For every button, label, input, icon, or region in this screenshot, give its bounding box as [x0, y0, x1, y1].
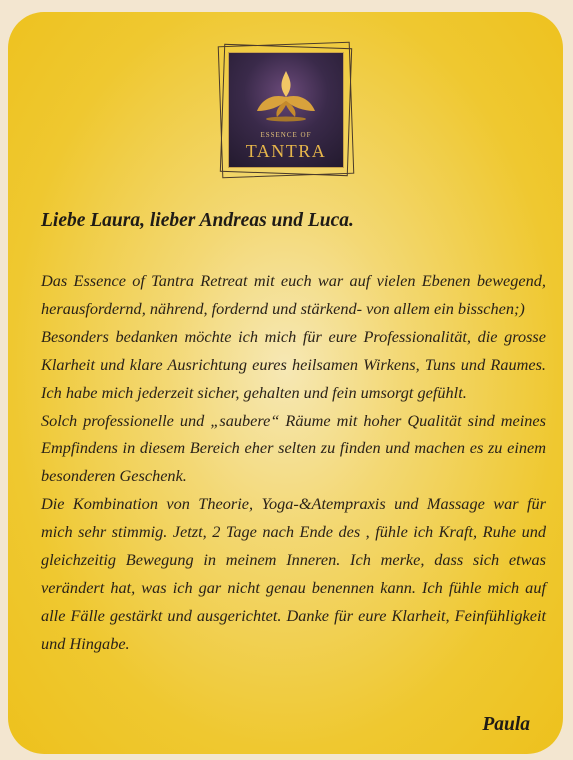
logo-subtitle: ESSENCE OF — [260, 131, 312, 139]
testimonial-body — [41, 267, 546, 658]
paragraph: Das Essence of Tantra Retreat mit euch war auf vielen Ebenen bewegend, herausfordernd, nährend, fordernd und stärkend- von allem ein bisschen;) — [41, 271, 546, 318]
testimonial-card — [8, 12, 563, 754]
logo-title: TANTRA — [245, 141, 327, 161]
paragraph: Die Kombination von Theorie, Yoga-&Atempraxis und Massage war für mich sehr stimmig. Jetzt, 2 Tage nach Ende des , fühle ich Kraft, Ruhe und gleichzeitig Bewegung in meinem Inneren. Ich merke, dass sich etwas verändert hat, was ich gar nicht genau benennen kann. Ich fühle mich auf alle Fälle gestärkt und ausgerichtet. Danke für eure Klarheit, Feinfühligkeit und Hingabe. — [41, 494, 546, 653]
paragraph: Solch professionelle und „saubere“ Räume mit hoher Qualität sind meines Empfindens in diesem Bereich eher selten zu finden und machen es zu einem besonderen Geschenk. — [41, 410, 546, 486]
essence-of-tantra-logo — [220, 44, 352, 176]
greeting-heading: Liebe Laura, lieber Andreas und Luca. — [41, 210, 354, 231]
lotus-flame-icon — [229, 67, 343, 130]
signature: Paula — [482, 714, 530, 735]
lotus-flame-icon-svg — [251, 67, 321, 123]
logo-emblem — [228, 52, 344, 168]
paragraph: Besonders bedanken möchte ich mich für eure Professionalität, die grosse Klarheit und klare Ausrichtung eures heilsamen Wirkens, Tuns und Raumes. Ich habe mich jederzeit sicher, gehalten und fein umsorgt gefühlt. — [41, 326, 546, 402]
